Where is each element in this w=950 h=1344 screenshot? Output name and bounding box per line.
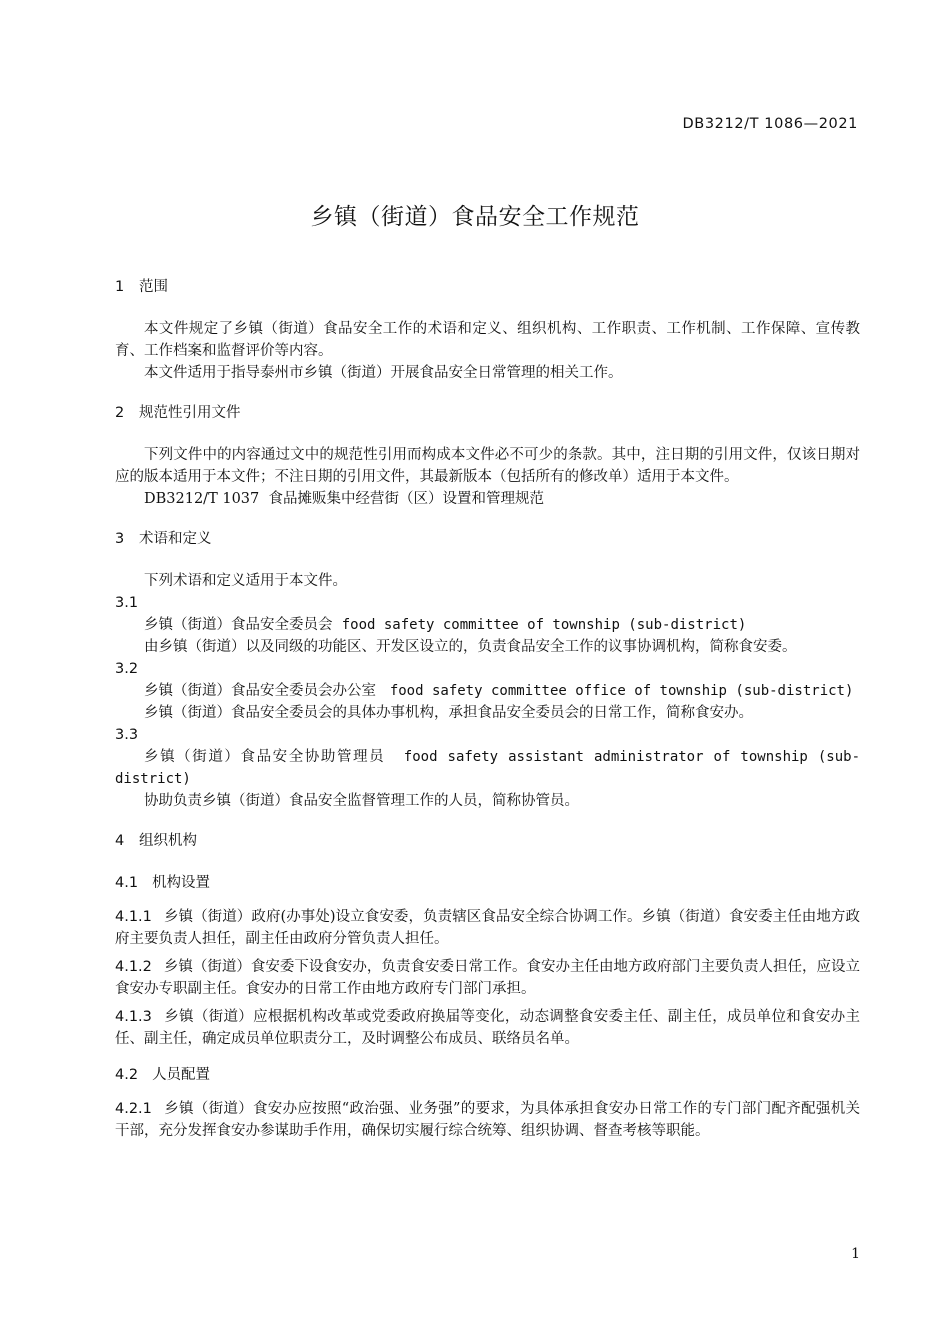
clause: 4.1.3 乡镇（街道）应根据机构改革或党委政府换届等变化，动态调整食安委主任、副主任，成员单位和食安办主任、副主任，确定成员单位职责分工，及时调整公布成员、联络员名单。: [115, 1009, 860, 1047]
clause: 4.1.1 乡镇（街道）政府(办事处)设立食安委，负责辖区食品安全综合协调工作。乡镇（街道）食安委主任由地方政府主要负责人担任，副主任由政府分管负责人担任。: [115, 909, 860, 947]
section-heading: 4 组织机构: [115, 833, 197, 849]
section-heading: 3 术语和定义: [115, 531, 212, 547]
term-en: food safety assistant administrator of township (sub-district): [115, 749, 861, 787]
section-heading: 2 规范性引用文件: [115, 405, 241, 421]
clause: 4.1.2 乡镇（街道）食安委下设食安办，负责食安委日常工作。食安办主任由地方政府部门主要负责人担任，应设立食安办专职副主任。食安办的日常工作由地方政府专门部门承担。: [115, 959, 860, 997]
paragraph: 下列文件中的内容通过文中的规范性引用而构成本文件必不可少的条款。其中，注日期的引用文件，仅该日期对应的版本适用于本文件；不注日期的引用文件，其最新版本（包括所有的修改单）适用于本文件。: [115, 447, 860, 485]
term-zh: 乡镇（街道）食品安全委员会: [144, 617, 333, 633]
term-entry: [115, 680, 860, 702]
term-number: 3.1: [115, 595, 139, 611]
normative-reference: DB3212/T 1037 食品摊贩集中经营街（区）设置和管理规范: [144, 491, 544, 507]
term-zh: 乡镇（街道）食品安全委员会办公室: [144, 683, 376, 699]
term-entry: [115, 614, 860, 636]
term-entry: [115, 746, 860, 790]
term-definition: 乡镇（街道）食品安全委员会的具体办事机构，承担食品安全委员会的日常工作，简称食安办。: [144, 705, 753, 721]
paragraph: 本文件适用于指导泰州市乡镇（街道）开展食品安全日常管理的相关工作。: [144, 365, 623, 381]
term-en: food safety committee of township (sub-district): [341, 617, 747, 633]
term-definition: 由乡镇（街道）以及同级的功能区、开发区设立的，负责食品安全工作的议事协调机构，简称食安委。: [144, 639, 797, 655]
page-number: 1: [851, 1246, 860, 1262]
document-body: [115, 276, 860, 1142]
subsection-heading: 4.2 人员配置: [115, 1067, 211, 1083]
section-heading: 1 范围: [115, 279, 168, 295]
clause: 4.2.1 乡镇（街道）食安办应按照“政治强、业务强”的要求，为具体承担食安办日常工作的专门部门配齐配强机关干部，充分发挥食安办参谋助手作用，确保切实履行综合统筹、组织协调、督查考核等职能。: [115, 1101, 860, 1139]
paragraph: 下列术语和定义适用于本文件。: [144, 573, 347, 589]
term-definition: 协助负责乡镇（街道）食品安全监督管理工作的人员，简称协管员。: [144, 793, 579, 809]
term-zh: 乡镇（街道）食品安全协助管理员: [144, 749, 386, 765]
term-en: food safety committee office of township (sub-district): [389, 683, 854, 699]
standard-code: DB3212/T 1086—2021: [682, 116, 858, 132]
subsection-heading: 4.1 机构设置: [115, 875, 211, 891]
document-title: 乡镇（街道）食品安全工作规范: [310, 204, 640, 230]
term-number: 3.2: [115, 661, 139, 677]
paragraph: 本文件规定了乡镇（街道）食品安全工作的术语和定义、组织机构、工作职责、工作机制、工作保障、宣传教育、工作档案和监督评价等内容。: [115, 321, 860, 359]
term-number: 3.3: [115, 727, 139, 743]
